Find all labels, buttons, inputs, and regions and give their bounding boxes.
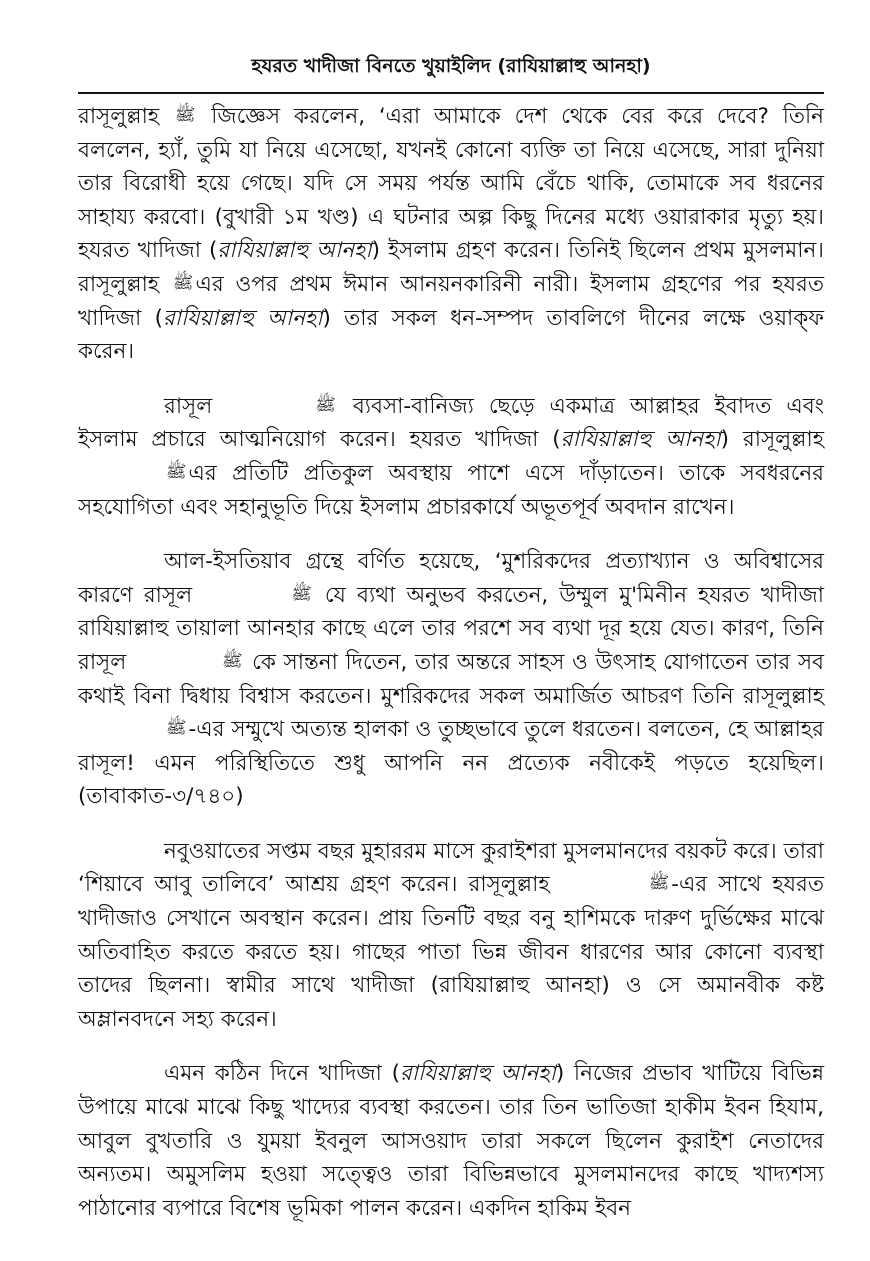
text-run: আল-ইসতিয়াব গ্রন্থে বর্ণিত হয়েছে, ‘মুশরিকদের প্রত্যাখ্যান ও অবিশ্বাসের কারণে রাসূল [78, 549, 824, 608]
salawat-ligature: ﷺ [315, 394, 336, 415]
salawat-ligature: ﷺ [166, 718, 187, 739]
text-run: রাসূলুল্লাহ [78, 104, 173, 129]
paragraph-2 [78, 390, 824, 524]
text-run: কে সান্তনা দিতেন, তার অন্তরে সাহস ও উৎসাহ যোগাতেন তার সব কথাই বিনা দ্বিধায় বিশ্বাস করতেন। মুশরিকদের সকল অমার্জিত আচরণ তিনি রাসূলুল্লাহ [78, 649, 824, 709]
text-run: যে ব্যথা অনুভব করতেন, উম্মুল মু'মিনীন হযরত খাদীজা রাযিয়াল্লাহু তায়ালা আনহার কাছে এলে তার পরশে সব ব্যথা দূর হয়ে যেত। কারণ, তিনি রাসূল [78, 582, 824, 675]
paragraph-1 [78, 100, 824, 369]
salawat-ligature: ﷺ [648, 873, 670, 894]
text-run: -এর সাথে হযরত খাদীজাও সেখানে অবস্থান করেন। প্রায় তিনটি বছর বনু হাশিমকে দারুণ দুর্ভিক্ষের মাঝে অতিবাহিত করতে করতে হয়। গাছের পাতা ভিন্ন জীবন ধারণের আর কোনো ব্যবস্থা তাদের ছিলনা। স্বামীর সাথে খাদীজা (রাযিয়াল্লাহু আনহা) ও সে অমানবীক কষ্ট অম্লানবদনে সহ্য করেন। [78, 872, 825, 1032]
paragraph-5 [78, 1057, 824, 1225]
text-run: ) তার সকল ধন-সম্পদ তাবলিগে দীনের লক্ষে ওয়াক্‌ফ করেন। [78, 305, 824, 365]
text-run: এর প্রতিটি প্রতিকুল অবস্থায় পাশে এসে দাঁড়াতেন। তাকে সবধরনের সহযোগিতা এবং সহানুভূতি দিয়ে ইসলাম প্রচারকার্যে অভূতপূর্ব অবদান রাখেন। [78, 460, 824, 520]
honorific-italic: রাযিয়াল্লাহু আনহা [217, 238, 372, 264]
text-run: রাসূল [164, 393, 228, 419]
text-run: জিজ্ঞেস করলেন, ‘এরা আমাকে দেশ থেকে বের করে দেবে? তিনি বললেন, হ্যাঁ, তুমি যা নিয়ে এসেছো, যখনই কোনো ব্যক্তি তা নিয়ে এসেছে, সারা দুনিয়া তার বিরোধী হয়ে গেছে। যদি সে সময় পর্যন্ত আমি বেঁচে থাকি, তোমাকে সব ধরনের সাহায্য করবো। (বুখারী ১ম খণ্ড) এ ঘটনার অল্প কিছু দিনের মধ্যে ওয়ারাকার মৃত্যু হয়। হযরত খাদিজা ( [78, 104, 824, 264]
text-run: ) ইসলাম গ্রহণ করেন। তিনিই ছিলেন প্রথম মুসলমান। রাসূলুল্লাহ [78, 238, 824, 297]
body-text [78, 100, 824, 1225]
text-run: ) রাসূলুল্লাহ [720, 427, 824, 453]
text-run: ব্যবসা-বানিজ্য ছেড়ে একমাত্র আল্লাহর ইবাদত এবং ইসলাম প্রচারে আত্মনিয়োগ করেন। হযরত খাদিজা ( [78, 393, 824, 453]
running-header: হযরত খাদীজা বিনতে খুয়াইলিদ (রাযিয়াল্লাহু আনহা) [78, 52, 824, 94]
text-run: ) নিজের প্রভাব খাটিয়ে বিভিন্ন উপায়ে মাঝে মাঝে কিছু খাদ্যের ব্যবস্থা করতেন। তার তিন ভাতিজা হাকীম ইবন হিযাম, আবুল বুখতারি ও যুময়া ইবনুল আসওয়াদ তারা সকলে ছিলেন কুরাইশ নেতাদের অন্যতম। অমুসলিম হওয়া সত্ত্বেও তারা বিভিন্নভাবে মুসলমানদের কাছে খাদ্যশস্য পাঠানোর ব্যপারে বিশেষ ভূমিকা পালন করেন। একদিন হাকিম ইবন [78, 1061, 825, 1221]
honorific-italic: রাযিয়াল্লাহু আনহা [399, 1061, 556, 1087]
text-run: এর ওপর প্রথম ঈমান আনয়নকারিনী নারী। ইসলাম গ্রহণের পর হযরত খাদিজা ( [78, 271, 824, 331]
paragraph-4 [78, 835, 824, 1037]
salawat-ligature: ﷺ [166, 461, 187, 482]
honorific-italic: রাযিয়াল্লাহু আনহা [560, 427, 721, 453]
salawat-ligature: ﷺ [291, 583, 312, 604]
honorific-italic: রাযিয়াল্লাহু আনহা [162, 305, 323, 331]
text-run: নবুওয়াতের সপ্তম বছর মুহাররম মাসে কুরাইশরা মুসলমানদের বয়কট করে। তারা ‘শিয়াবে আবু তালিবে’ আশ্রয় গ্রহণ করেন। রাসূলুল্লাহ [78, 838, 824, 898]
text-run: এমন কঠিন দিনে খাদিজা ( [164, 1061, 400, 1087]
salawat-ligature: ﷺ [172, 272, 194, 293]
text-run: -এর সম্মুখে অত্যন্ত হালকা ও তুচ্ছভাবে তুলে ধরতেন। বলতেন, হে আল্লাহর রাসূল! এমন পরিস্থিতিতে শুধু আপনি নন প্রত্যেক নবীকেই পড়তে হয়েছিল। (তাবাকাত-৩/৭৪০) [78, 717, 824, 810]
salawat-ligature: ﷺ [221, 650, 243, 671]
salawat-ligature: ﷺ [174, 105, 196, 125]
paragraph-3 [78, 545, 824, 814]
